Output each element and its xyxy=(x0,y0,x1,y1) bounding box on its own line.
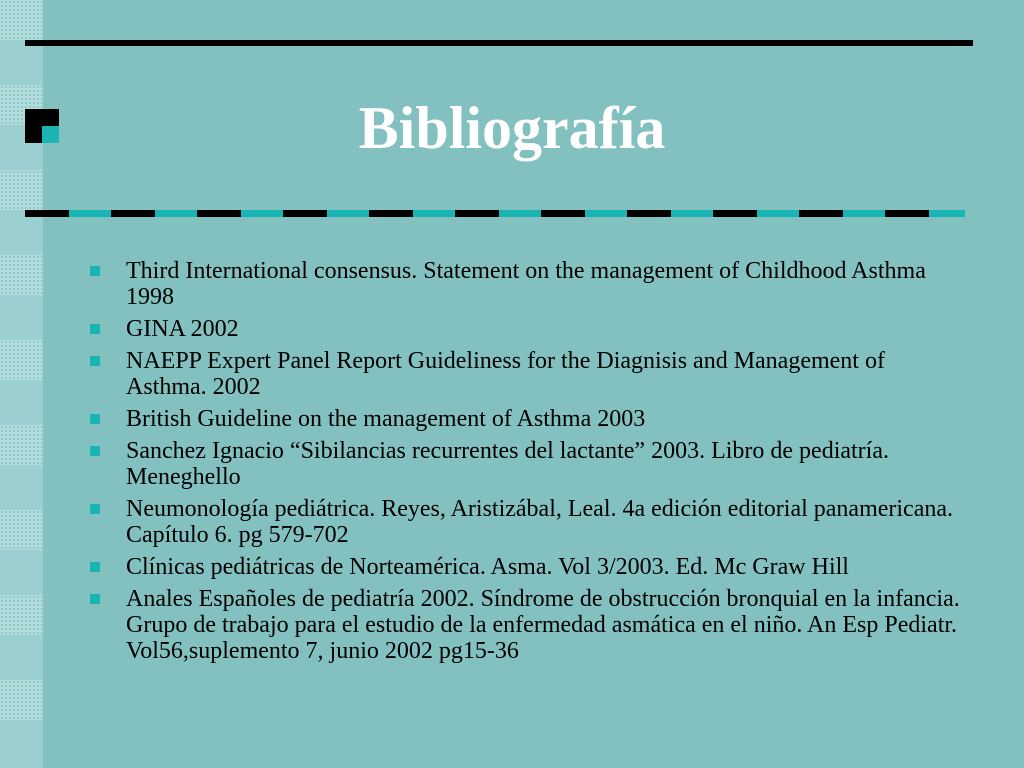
strip-pattern-block xyxy=(0,510,43,550)
list-item xyxy=(87,438,967,490)
square-bullet-icon xyxy=(90,446,100,456)
square-bullet-icon xyxy=(90,324,100,334)
reference-text: Sanchez Ignacio “Sibilancias recurrentes del lactante” 2003. Libro de pediatría. Meneghello xyxy=(126,438,889,490)
reference-text: Anales Españoles de pediatría 2002. Síndrome de obstrucción bronquial en la infancia. Grupo de trabajo para el estudio de la enfermedad asmática en el niño. An Esp Pediatr. Vol56,suplemento 7, junio 2002 pg15-36 xyxy=(126,586,960,664)
list-item xyxy=(87,316,967,342)
strip-pattern-block xyxy=(0,0,43,40)
strip-pattern-block xyxy=(0,680,43,720)
strip-pattern-block xyxy=(0,340,43,380)
reference-text: GINA 2002 xyxy=(126,316,239,342)
square-bullet-icon xyxy=(90,414,100,424)
strip-pattern-block xyxy=(0,255,43,295)
top-divider-line xyxy=(25,40,973,46)
strip-pattern-block xyxy=(0,425,43,465)
reference-text: British Guideline on the management of Asthma 2003 xyxy=(126,406,646,432)
reference-text: NAEPP Expert Panel Report Guideliness for the Diagnisis and Management of Asthma. 2002 xyxy=(126,348,885,400)
strip-pattern-block xyxy=(0,170,43,210)
square-bullet-icon xyxy=(90,356,100,366)
slide-title: Bibliografía xyxy=(358,95,666,161)
list-item xyxy=(87,586,967,664)
reference-text: Third International consensus. Statement on the management of Childhood Asthma 1998 xyxy=(126,258,926,310)
square-bullet-icon xyxy=(90,504,100,514)
square-bullet-icon xyxy=(90,266,100,276)
square-bullet-icon xyxy=(90,562,100,572)
reference-text: Clínicas pediátricas de Norteamérica. Asma. Vol 3/2003. Ed. Mc Graw Hill xyxy=(126,554,849,580)
list-item xyxy=(87,348,967,400)
reference-list xyxy=(87,258,967,670)
list-item xyxy=(87,258,967,310)
list-item xyxy=(87,554,967,580)
reference-text: Neumonología pediátrica. Reyes, Aristizábal, Leal. 4a edición editorial panamericana. Capítulo 6. pg 579-702 xyxy=(126,496,954,548)
dashed-divider-line xyxy=(25,210,965,217)
strip-pattern-block xyxy=(0,595,43,635)
square-bullet-icon xyxy=(90,594,100,604)
list-item xyxy=(87,406,967,432)
list-item xyxy=(87,496,967,548)
